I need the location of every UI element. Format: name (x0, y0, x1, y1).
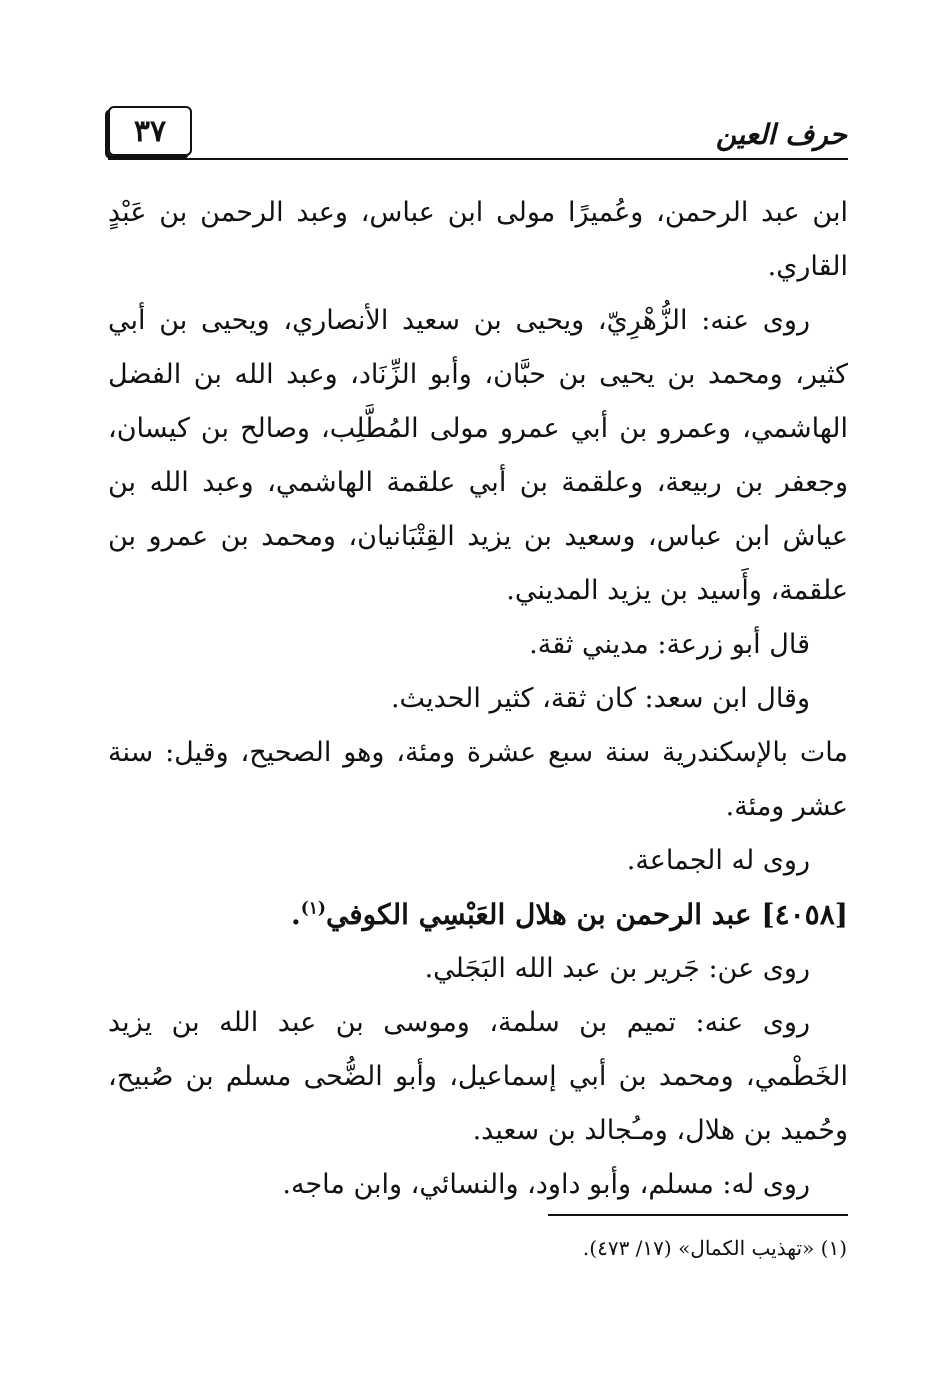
page-number-box (108, 106, 192, 156)
paragraph-death: مات بالإسكندرية سنة سبع عشرة ومئة، وهو الصحيح، وقيل: سنة عشر ومئة. (108, 737, 848, 822)
paragraph-narrated-for: روى له: مسلم، وأبو داود، والنسائي، وابن ماجه. (282, 1169, 810, 1200)
paragraph-continuation: ابن عبد الرحمن، وعُميرًا مولى ابن عباس، وعبد الرحمن بن عَبْدٍ القاري. (108, 197, 848, 282)
footnote: (١) «تهذيب الكمال» (١٧/ ٤٧٣). (582, 1236, 847, 1260)
entry-heading-text: [٤٠٥٨] عبد الرحمن بن هلال العَبْسِي الكوفي (325, 898, 848, 931)
paragraph-abu-zura: قال أبو زرعة: مديني ثقة. (529, 629, 810, 660)
paragraph-narrators-from: روى عنه: الزُّهْرِيّ، ويحيى بن سعيد الأنصاري، ويحيى بن أبي كثير، ومحمد بن يحيى بن حبَّان، وأبو الزِّنَاد، وعبد الله بن الفضل الهاشمي، وعمرو بن أبي عمرو مولى المُطَّلِب، وصالح بن كيسان، وجعفر بن ربيعة، وعلقمة بن أبي علقمة الهاشمي، وعبد الله بن عياش ابن عباس، وسعيد بن يزيد القِتْبَانيان، ومحمد بن عمرو بن علقمة، وأَسيد بن يزيد المديني. (108, 305, 848, 606)
body-text (108, 186, 848, 1212)
header-rule (108, 158, 848, 160)
page-number: ٣٧ (133, 113, 167, 149)
paragraph-narrated-by: روى عنه: تميم بن سلمة، وموسى بن عبد الله بن يزيد الخَطْمي، ومحمد بن أبي إسماعيل، وأبو الضُّحى مسلم بن صُبيح، وحُميد بن هلال، ومـُجالد بن سعيد. (108, 1007, 848, 1146)
running-title: حرف العين (715, 118, 847, 151)
paragraph-ibn-saad: وقال ابن سعد: كان ثقة، كثير الحديث. (390, 683, 810, 714)
footnote-rule (548, 1214, 848, 1216)
footnote-reference[interactable]: (١) (300, 898, 326, 919)
entry-heading-end: . (290, 898, 301, 931)
entry-heading (108, 888, 848, 942)
paragraph-jamaa: روى له الجماعة. (626, 845, 810, 876)
paragraph-narrated-from: روى عن: جَرير بن عبد الله البَجَلي. (424, 953, 810, 984)
